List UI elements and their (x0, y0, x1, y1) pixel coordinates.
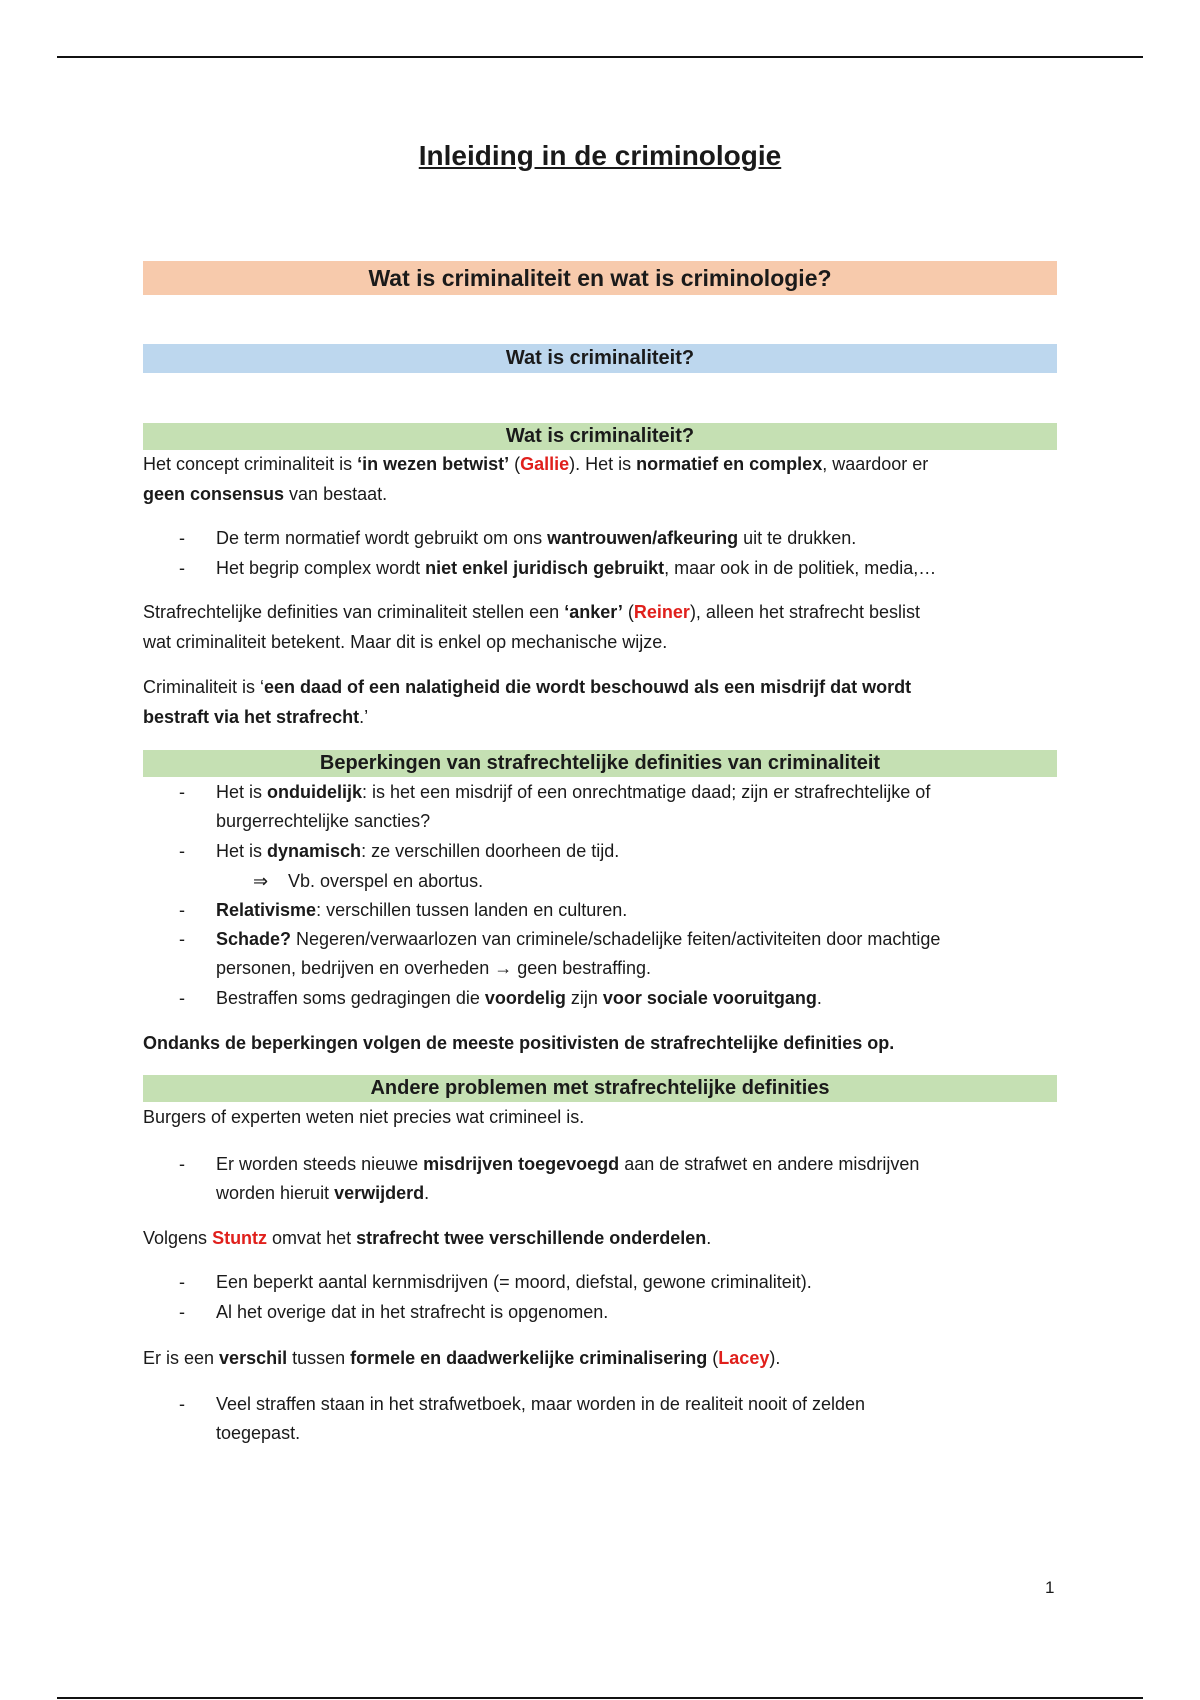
list-item: - Bestraffen soms gedragingen die voordelig zijn voor sociale vooruitgang. (179, 988, 822, 1008)
paragraph-anker: Strafrechtelijke definities van criminaliteit stellen een ‘anker’ (Reiner), alleen het strafrecht beslist wat criminaliteit betekent. Maar dit is enkel op mechanische wijze. (143, 602, 921, 652)
subheading-andere-problemen: Andere problemen met strafrechtelijke definities (143, 1075, 1057, 1102)
list-item: - Relativisme: verschillen tussen landen en culturen. (179, 900, 628, 920)
list-item: - Het begrip complex wordt niet enkel juridisch gebruikt, maar ook in de politiek, media,… (179, 558, 937, 578)
list-item: - Het is dynamisch: ze verschillen doorheen de tijd. (179, 841, 620, 861)
list-item: - De term normatief wordt gebruikt om ons wantrouwen/afkeuring uit te drukken. (179, 528, 857, 548)
author-stuntz: Stuntz (212, 1228, 268, 1248)
list-item: - Veel straffen staan in het strafwetboek, maar worden in de realiteit nooit of zelden toegepast. (179, 1394, 866, 1443)
list-item: - Het is onduidelijk: is het een misdrijf of een onrechtmatige daad; zijn er strafrechtelijke of burgerrechtelijke sancties? (179, 782, 931, 831)
section-heading-sub: Wat is criminaliteit? (143, 344, 1057, 373)
paragraph-lacey: Er is een verschil tussen formele en daadwerkelijke criminalisering (Lacey). (143, 1348, 781, 1368)
author-gallie: Gallie (520, 454, 570, 474)
list-item: - Schade? Negeren/verwaarlozen van criminele/schadelijke feiten/activiteiten door machtige personen, bedrijven en overheden → geen bestraffing. (179, 929, 941, 978)
paragraph-concept: Het concept criminaliteit is ‘in wezen betwist’ (Gallie). Het is normatief en complex, waardoor er geen consensus van bestaat. (143, 454, 929, 504)
document-title: Inleiding in de criminologie (418, 140, 782, 171)
list-item: - Er worden steeds nieuwe misdrijven toegevoegd aan de strafwet en andere misdrijven worden hieruit verwijderd. (179, 1154, 920, 1203)
section-heading-main: Wat is criminaliteit en wat is criminologie? (143, 261, 1057, 295)
list-item: - Een beperkt aantal kernmisdrijven (= moord, diefstal, gewone criminaliteit). (179, 1272, 812, 1292)
list-subitem: ⇒ Vb. overspel en abortus. (143, 867, 1057, 896)
paragraph-definition: Criminaliteit is ‘een daad of een nalatigheid die wordt beschouwd als een misdrijf dat wordt bestraft via het strafrecht.’ (143, 677, 912, 727)
list-item: - Al het overige dat in het strafrecht is opgenomen. (179, 1302, 609, 1322)
header-rule (57, 56, 1143, 58)
page-number: 1 (1045, 1578, 1055, 1597)
paragraph-burgers: Burgers of experten weten niet precies wat crimineel is. (143, 1107, 585, 1127)
arrow-icon: ⇒ (253, 871, 269, 891)
subheading-wat-is-criminaliteit: Wat is criminaliteit? (143, 423, 1057, 450)
author-reiner: Reiner (633, 602, 690, 622)
subheading-beperkingen: Beperkingen van strafrechtelijke definities van criminaliteit (143, 750, 1057, 777)
footer-rule (57, 1697, 1143, 1699)
author-lacey: Lacey (718, 1348, 770, 1368)
paragraph-positivisten: Ondanks de beperkingen volgen de meeste positivisten de strafrechtelijke definities op. (143, 1033, 895, 1053)
paragraph-stuntz: Volgens Stuntz omvat het strafrecht twee verschillende onderdelen. (143, 1228, 712, 1248)
